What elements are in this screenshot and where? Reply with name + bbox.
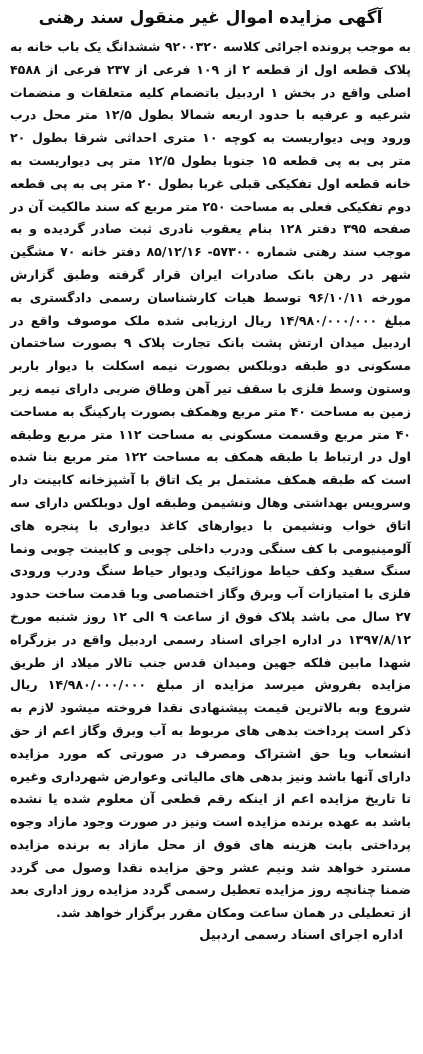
notice-signature: اداره اجرای اسناد رسمی اردبیل xyxy=(199,928,403,944)
notice-title: آگهی مزایده اموال غیر منقول سند رهنی xyxy=(38,8,383,28)
notice-body: به موجب پرونده اجرائی کلاسه ۹۲۰۰۳۲۰ ششدانگ یک باب خانه به پلاک قطعه اول از قطعه ۲ از ۱۰۹ فرعی از ۲۳۷ فرعی از ۴۵۸۸ اصلی واقع در بخش ۱ اردبیل باتضمام کلیه متعلقات و منضمات شرعیه و عرفیه با حدود اربعه شمالا بطول ۱۲/۵ متر محل درب ورود وپی دیواریست به کوچه ۱۰ متری احداثی شرقا بطول ۲۰ متر پی به پی قطعه ۱۵ جنوبا بطول ۱۲/۵ متر پی دیواریست به خانه قطعه اول تفکیکی قبلی غربا بطول ۲۰ متر پی به پی قطعه دوم تفکیکی فعلی به مساحت ۲۵۰ متر مربع که سند مالکیت آن در صفحه ۳۹۵ دفتر ۱۲۸ بنام یعقوب نادری ثبت صادر گردیده و به موجب سند رهنی شماره ۵۷۳۰۰- ۸۵/۱۲/۱۶ دفتر خانه ۷۰ مشگین شهر در رهن بانک صادرات ایران قرار گرفته وطبق گزارش مورخه ۹۶/۱۰/۱۱ توسط هیات کارشناسان رسمی دادگستری به مبلغ ۱۴/۹۸۰/۰۰۰/۰۰۰ ریال ارزیابی شده ملک موصوف واقع در اردبیل میدان ارتش پشت بانک تجارت پلاک ۹ بصورت ساختمان مسکونی دو طبقه دوبلکس بصورت نیمه اسکلت با دیوار باربر وستون وسط فلزی با سقف تیر آهن وطاق ضربی دارای نیمه زیر زمین به مساحت ۴۰ متر مربع وهمکف بصورت پارکینگ به مساحت ۴۰ متر مربع وقسمت مسکونی به مساحت ۱۱۲ متر مربع وطبقه اول در ارتباط با طبقه همکف به مساحت ۱۲۲ متر مربع بنا شده است که طبقه همکف مشتمل بر یک اتاق با آشپزخانه کابینت دار وسرویس بهداشتی وهال ونشیمن وطبقه اول دوبلکس دارای سه اتاق خواب ونشیمن با دیوارهای کاغذ دیواری با پنجره های آلومینیومی با کف سنگی ودرب داخلی چوبی و کابینت چوبی ونما سنگ سفید وکف حیاط موزائیک ودیوار حیاط سنگ ودرب ورودی فلزی با امتیازات آب وبرق وگاز اختصاصی وبا قدمت ساخت حدود ۲۷ سال می باشد پلاک فوق از ساعت ۹ الی ۱۲ روز شنبه مورخ ۱۳۹۷/۸/۱۲ در اداره اجرای اسناد رسمی اردبیل واقع در بزرگراه شهدا مابین فلکه جهین ومیدان قدس جنب تالار میلاد از طریق مزایده بفروش میرسد مزایده از مبلغ ۱۴/۹۸۰/۰۰۰/۰۰۰ ریال شروع وبه بالاترین قیمت پیشنهادی نقدا فروخته میشود لازم به ذکر است پرداخت بدهی های مربوط به آب وبرق وگاز اعم از حق انشعاب ویا حق اشتراک ومصرف در صورتی که مورد مزایده دارای آنها باشد ونیز بدهی های مالیاتی وعوارض شهرداری وغیره تا تاریخ مزایده اعم از اینکه رقم قطعی آن معلوم شده یا نشده باشد به عهده برنده مزایده است ونیز در صورت وجود مازاد وجوه پرداختی بابت هزینه های فوق از محل مازاد به برنده مزایده مسترد خواهد شد ونیم عشر وحق مزایده نقدا وصول می گردد ضمنا چنانچه روز مزایده تعطیل رسمی گردد مزایده روز اداری بعد از تعطیلی در همان ساعت ومکان مقرر برگزار خواهد شد. xyxy=(10,39,412,921)
